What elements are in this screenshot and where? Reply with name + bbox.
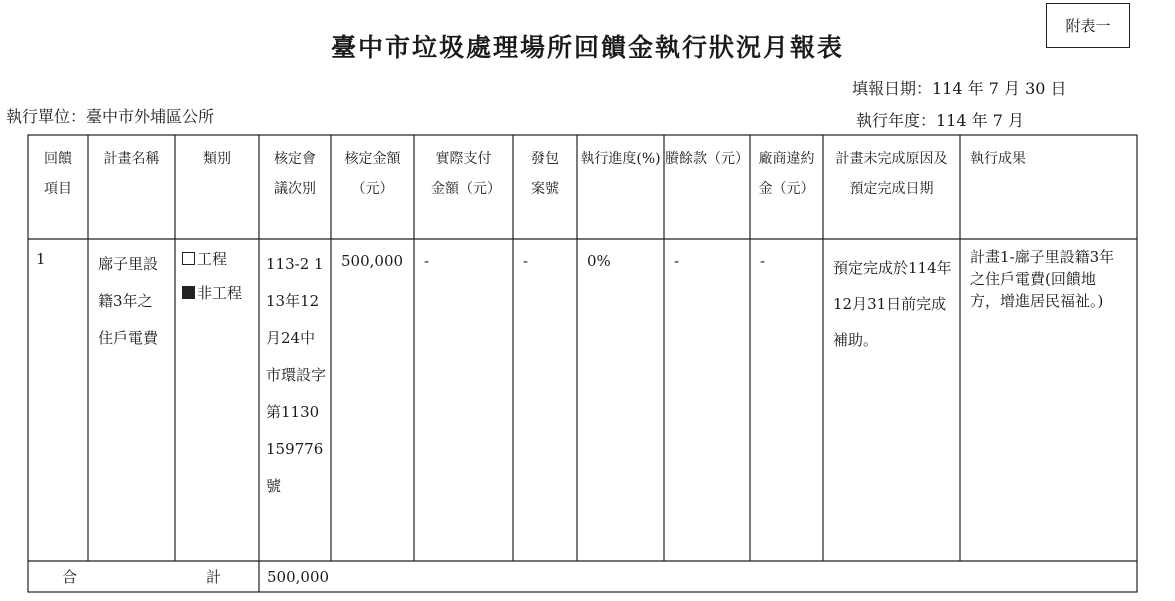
row-item-no: 1 xyxy=(36,250,46,268)
checked-box-icon xyxy=(182,286,195,299)
category-engineering-option: 工程 xyxy=(182,246,258,272)
fill-date: 填報日期：114 年 7 月 30 日 xyxy=(852,79,1067,98)
appendix-label: 附表一 xyxy=(1046,3,1130,48)
exec-unit: 執行單位：臺中市外埔區公所 xyxy=(6,107,215,126)
header-penalty: 廠商違約金（元） xyxy=(758,151,815,197)
row-contract-no: - xyxy=(523,252,529,270)
row-penalty: - xyxy=(760,252,766,270)
total-label-right: 計 xyxy=(206,568,222,586)
row-actual-paid: - xyxy=(424,252,430,270)
header-approved-amount: 核定金額（元） xyxy=(344,151,401,197)
page-title: 臺中市垃圾處理場所回饋金執行狀況月報表 xyxy=(330,33,844,62)
total-amount: 500,000 xyxy=(267,568,330,586)
header-category: 類別 xyxy=(203,151,231,167)
exec-year: 執行年度：114 年 7 月 xyxy=(856,111,1024,130)
header-item-no: 回饋項目 xyxy=(44,151,72,197)
unchecked-box-icon xyxy=(182,252,195,265)
header-actual-paid: 實際支付金額（元） xyxy=(431,151,501,197)
row-meeting: 113-2 113年12月24中市環設字第1130159776號 xyxy=(266,255,327,495)
row-result: 計畫1-廍子里設籍3年之住戶電費(回饋地方，增進居民福祉。) xyxy=(970,248,1115,310)
row-reason: 預定完成於114年12月31日前完成補助。 xyxy=(833,259,952,349)
row-progress: 0% xyxy=(587,252,611,270)
row-surplus: - xyxy=(674,252,680,270)
header-meeting: 核定會議次別 xyxy=(274,151,316,197)
row-category xyxy=(182,246,258,306)
total-label-left: 合 xyxy=(62,568,78,586)
row-approved-amount: 500,000 xyxy=(341,252,404,270)
header-result: 執行成果 xyxy=(970,151,1026,167)
row-plan-name: 廍子里設籍3年之住戶電費 xyxy=(98,255,159,347)
category-non-engineering-option: 非工程 xyxy=(182,280,258,306)
header-contract-no: 發包案號 xyxy=(531,151,559,197)
header-plan-name: 計畫名稱 xyxy=(103,151,160,167)
header-surplus: 賸餘款（元） xyxy=(665,151,749,167)
header-reason: 計畫未完成原因及預定完成日期 xyxy=(835,151,948,197)
header-progress: 執行進度(%) xyxy=(580,151,661,167)
